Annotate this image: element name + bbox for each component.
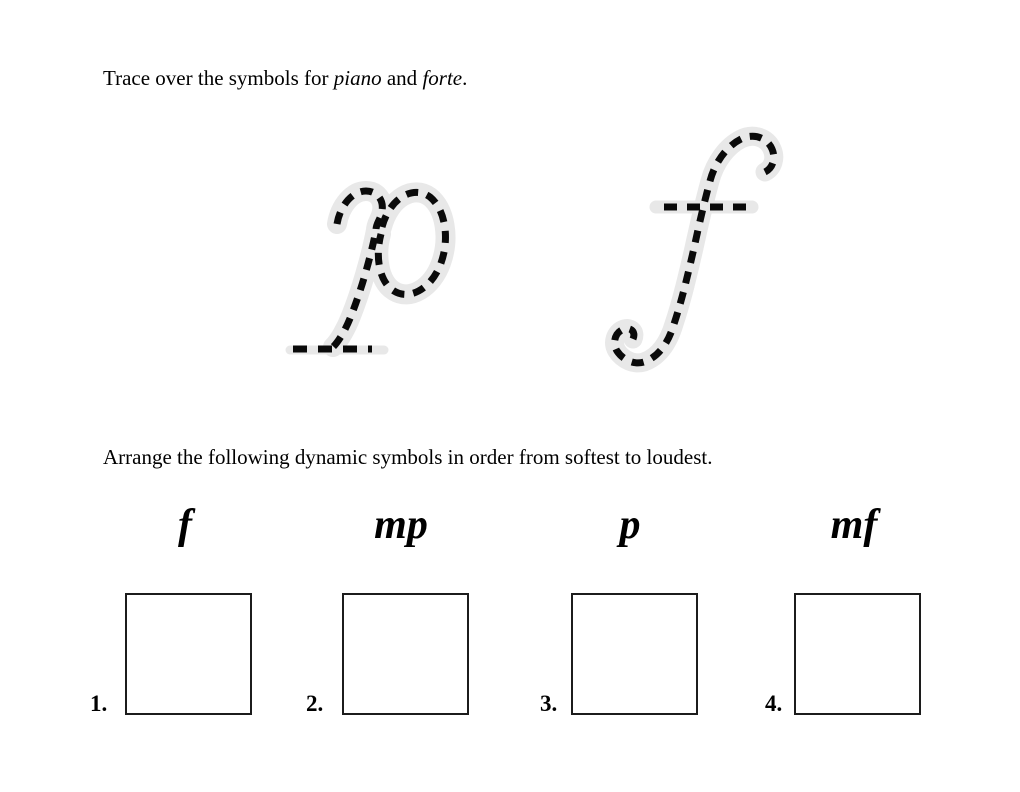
answer-box-3[interactable] xyxy=(571,593,698,715)
slot-number-4: 4. xyxy=(765,691,783,716)
piano-trace-glyph[interactable] xyxy=(280,170,475,365)
slot-number-3: 3. xyxy=(540,691,558,716)
answer-box-1[interactable] xyxy=(125,593,252,715)
answer-box-4[interactable] xyxy=(794,593,921,715)
piano-glyph-shadow xyxy=(290,191,445,350)
slot-number-1: 1. xyxy=(90,691,108,716)
answer-box-2[interactable] xyxy=(342,593,469,715)
trace-instruction-text: Trace over the symbols for xyxy=(103,66,334,90)
forte-glyph-shadow xyxy=(615,136,774,363)
trace-instruction-piano-word: piano xyxy=(333,66,382,90)
slot-number-2: 2. xyxy=(306,691,324,716)
forte-trace-glyph[interactable] xyxy=(595,122,805,377)
trace-instruction-text: and xyxy=(381,66,423,90)
piano-trace-path xyxy=(293,191,445,349)
trace-instruction-text: . xyxy=(462,66,468,90)
dynamic-symbol-f[interactable]: f xyxy=(178,502,192,548)
trace-instruction-forte-word: forte xyxy=(422,66,463,90)
dynamic-symbol-mf[interactable]: mf xyxy=(830,502,878,548)
trace-instruction xyxy=(103,66,467,91)
dynamic-symbol-mp[interactable]: mp xyxy=(374,502,428,548)
dynamic-symbol-p[interactable]: p xyxy=(619,502,641,548)
arrange-instruction: Arrange the following dynamic symbols in order from softest to loudest. xyxy=(103,445,713,469)
